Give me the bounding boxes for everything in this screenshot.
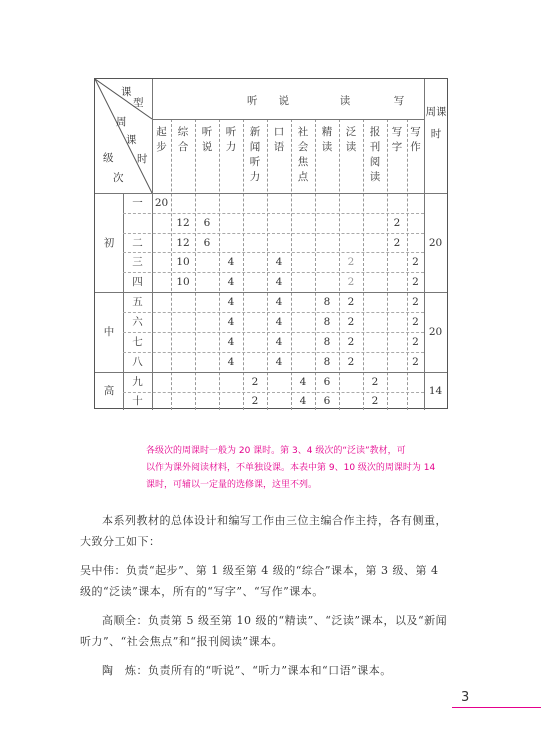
- row-label: 五: [132, 296, 143, 308]
- grid-line: [123, 252, 424, 253]
- weekly-hours-header: 周课时: [425, 106, 447, 140]
- grid-line: [387, 119, 388, 410]
- grid-line: [95, 292, 447, 293]
- level-label: 中: [103, 326, 115, 338]
- table-cell: 2: [347, 336, 355, 348]
- group-xie: 写: [393, 95, 405, 107]
- table-cell: 4: [275, 256, 283, 268]
- table-cell: 4: [275, 316, 283, 328]
- note-line: 各级次的周课时一般为 20 课时。第 3、4 级次的“泛读”教材，可: [146, 446, 406, 456]
- table-cell: 2: [347, 316, 355, 328]
- row-label: 十: [132, 395, 143, 407]
- note-line: 课时，可辅以一定量的选修课，这里不列。: [146, 480, 318, 490]
- grid-line: [152, 119, 424, 120]
- table-cell: 6: [323, 376, 331, 388]
- table-cell: 4: [227, 256, 235, 268]
- column-header: 新 闻 听 力: [249, 126, 261, 183]
- table-cell: 2: [347, 356, 355, 368]
- paragraph-gao: 高顺全：负责第 5 级至第 10 级的“精读”、“泛读”课本，以及“新闻听力”、“社会焦点”和“报刊阅读”课本。: [80, 614, 448, 648]
- table-cell: 2: [347, 276, 355, 288]
- corner-ji: 级: [103, 152, 114, 164]
- table-cell: 2: [251, 395, 259, 407]
- grid-line: [123, 392, 424, 393]
- table-cell: 2: [412, 296, 419, 308]
- row-label: 三: [132, 256, 143, 268]
- table-cell: 4: [275, 356, 283, 368]
- note-line: 以作为课外阅读材料，不单独设课。本表中第 9、10 级次的周课时为 14: [146, 463, 436, 473]
- table-cell: 2: [371, 395, 379, 407]
- table-cell: 4: [275, 336, 283, 348]
- column-header: 听 力: [225, 126, 237, 153]
- table-cell: 2: [393, 236, 401, 249]
- paragraph-tao: 陶 炼：负责所有的“听说”、“听力”课本和“口语”课本。: [102, 664, 392, 677]
- weekly-hours-value: 14: [428, 385, 443, 397]
- column-header: 写 作: [410, 126, 421, 153]
- table-note: [146, 443, 446, 494]
- table-cell: 2: [412, 356, 419, 368]
- row-label: 七: [132, 336, 143, 348]
- column-header: 精 读: [321, 126, 333, 153]
- grid-line: [123, 332, 424, 333]
- column-header: 口 语: [273, 126, 285, 153]
- row-label: 九: [132, 376, 143, 388]
- corner-xing: 型: [133, 97, 144, 109]
- corner-zhou: 周: [116, 116, 127, 128]
- table-cell: 6: [323, 395, 331, 407]
- table-cell: 4: [299, 376, 307, 388]
- grid-line: [123, 272, 424, 273]
- table-cell: 6: [203, 217, 211, 229]
- row-label: 六: [132, 316, 143, 328]
- row-label: 四: [132, 276, 143, 288]
- column-header: 泛 读: [345, 126, 357, 153]
- table-cell: 10: [176, 256, 190, 268]
- group-tingshuo: 听 说: [247, 95, 289, 107]
- column-header: 综 合: [177, 126, 189, 153]
- grid-line: [95, 372, 447, 373]
- table-cell: 4: [227, 296, 235, 308]
- table-cell: 8: [323, 316, 331, 328]
- table-cell: 2: [347, 296, 355, 308]
- level-label: 高: [103, 385, 115, 397]
- table-cell: 2: [371, 376, 379, 388]
- weekly-hours-value: 20: [428, 236, 443, 249]
- level-label: 初: [103, 236, 115, 249]
- corner-shi: 时: [137, 153, 148, 165]
- page-number-rule: [452, 707, 541, 708]
- weekly-hours-value: 20: [428, 326, 443, 338]
- table-cell: 4: [275, 276, 283, 288]
- grid-line: [123, 213, 424, 214]
- paragraph-intro: 本系列教材的总体设计和编写工作由三位主编合作主持，各有侧重，大致分工如下：: [80, 514, 447, 548]
- table-cell: 4: [275, 296, 283, 308]
- table-cell: 8: [323, 336, 331, 348]
- table-cell: 6: [203, 236, 211, 249]
- table-cell: 4: [227, 316, 235, 328]
- table-cell: 2: [412, 276, 419, 288]
- table-cell: 8: [323, 296, 331, 308]
- table-cell: 4: [227, 356, 235, 368]
- table-cell: 2: [412, 316, 419, 328]
- table-cell: 4: [227, 336, 235, 348]
- column-header: 听 说: [201, 126, 213, 153]
- corner-ke2: 课: [126, 134, 137, 146]
- grid-line: [123, 233, 424, 234]
- table-cell: 20: [154, 197, 169, 209]
- table-cell: 4: [227, 276, 235, 288]
- grid-line: [95, 193, 447, 194]
- table-cell: 2: [412, 336, 419, 348]
- column-header: 报 刊 阅 读: [369, 126, 381, 183]
- page-number: 3: [461, 690, 470, 705]
- row-label: 一: [132, 197, 143, 209]
- grid-line: [123, 352, 424, 353]
- column-header: 写 字: [391, 126, 403, 153]
- group-du: 读: [339, 95, 351, 107]
- table-cell: 12: [176, 236, 190, 249]
- grid-line: [195, 119, 196, 410]
- table-cell: 12: [176, 217, 190, 229]
- table-cell: 2: [251, 376, 259, 388]
- table-cell: 2: [347, 256, 355, 268]
- corner-ke: 课: [121, 86, 132, 98]
- table-cell: 4: [299, 395, 307, 407]
- table-cell: 8: [323, 356, 331, 368]
- paragraph-wu: 吴中伟：负责“起步”、第 1 级至第 4 级的“综合”课本，第 3 级、第 4 级的“泛读”课本，所有的“写字”、“写作”课本。: [80, 564, 439, 598]
- table-cell: 2: [393, 217, 401, 229]
- table-cell: 10: [176, 276, 190, 288]
- corner-ci: 次: [113, 172, 124, 184]
- row-label: 二: [132, 236, 143, 249]
- row-label: 八: [132, 356, 143, 368]
- column-header: 社 会 焦 点: [297, 126, 309, 183]
- curriculum-table: [94, 78, 448, 409]
- column-header: 起 步: [156, 126, 167, 153]
- table-cell: 2: [412, 256, 419, 268]
- grid-line: [123, 312, 424, 313]
